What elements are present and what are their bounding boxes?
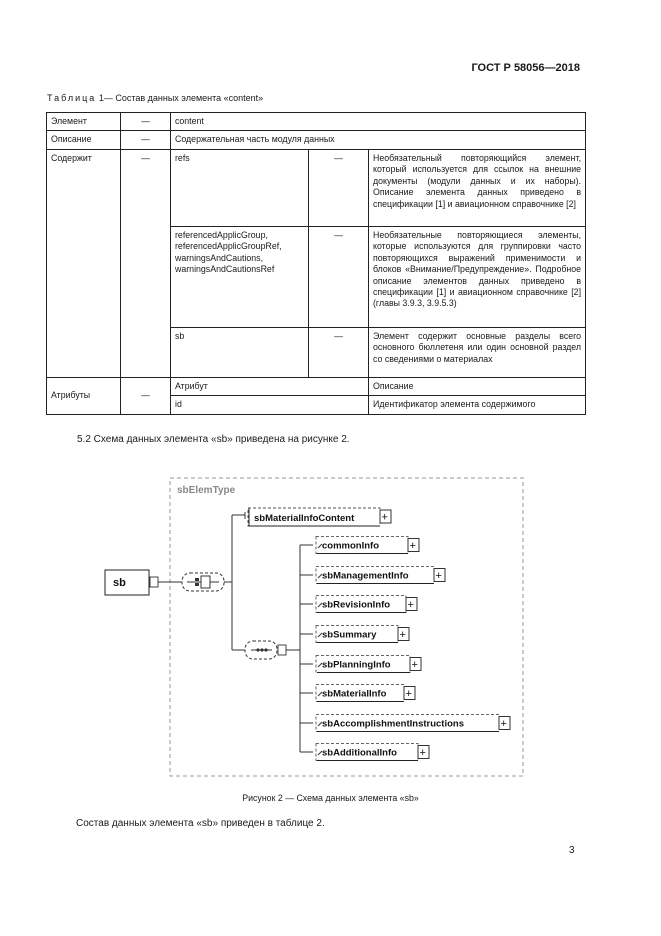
choice-dot [256,648,259,651]
table-caption-prefix: Таблица [47,93,97,103]
collapse-icon [150,577,158,587]
dash-cell: — [309,327,369,377]
expand-glyph: + [407,599,414,611]
element-label: sbPlanningInfo [322,659,391,671]
child-element-description: Элемент содержит основные разделы всего основного бюллетеня или один основной раздел со сведениями о материалах [369,327,586,377]
element-label: commonInfo [322,540,379,552]
expand-glyph: + [411,659,418,671]
collapse-icon [278,645,286,655]
row-label: Элемент [47,113,121,131]
child-element-description: Необязательные повторяющиеся элементы, которые используются для группировки часто повторяющихся выражений применимости и блоков «Внимание/Предупреждение». Подробное описание элементов данных приведено в спецификации [1] и авиационном справочнике [2] (главы 3.9.3, 3.9.5.3) [369,226,586,327]
choice-dot [264,648,267,651]
sequence-marker [201,576,210,588]
expand-glyph: + [419,747,426,759]
row-label: Описание [47,131,121,149]
expand-glyph: + [500,718,507,730]
attr-name: id [171,396,369,414]
element-label: sbAccomplishmentInstructions [322,718,464,730]
sequence-dot [195,578,199,581]
expand-glyph: + [381,511,388,524]
section-5-2-text: 5.2 Схема данных элемента «sb» приведена на рисунке 2. [77,434,350,445]
row-value: Содержательная часть модуля данных [171,131,586,149]
child-element-list [300,537,510,761]
dash-cell: — [309,149,369,226]
table-caption-title: 1— Состав данных элемента «content» [98,93,264,103]
expand-glyph: + [409,540,416,552]
row-value: content [171,113,586,131]
element-label: sbSummary [322,629,377,641]
element-label: sbMaterialInfoContent [254,513,355,524]
expand-glyph: + [399,629,406,641]
table2-reference-text: Состав данных элемента «sb» приведен в таблице 2. [76,818,325,829]
element-label: sbMaterialInfo [322,688,387,700]
root-element-label: sb [113,577,126,589]
dash-cell: — [121,377,171,414]
standard-number: ГОСТ Р 58056—2018 [471,62,580,74]
child-element-name: refs [171,149,309,226]
dash-cell: — [309,226,369,327]
element-label: sbManagementInfo [322,570,409,582]
sequence-dot [195,583,199,586]
attr-desc-header: Описание [369,377,586,395]
element-label: sbAdditionalInfo [322,747,397,759]
root-element-box [105,570,149,595]
child-element-description: Необязательный повторяющийся элемент, который используется для ссылок на внешние документы (модули данных и их наборы). Описание элемента данных приведено в спецификации [1] и авиационном справочнике [2] [369,149,586,226]
dash-cell: — [121,149,171,377]
attr-header: Атрибут [171,377,369,395]
choice-dot [260,648,263,651]
child-element-name: referencedApplicGroup, referencedApplicGroupRef, warningsAndCautions, warningsAndCautionsRef [171,226,309,327]
dash-cell: — [121,131,171,149]
dash-cell: — [121,113,171,131]
row-label: Атрибуты [47,377,121,414]
row-label: Содержит [47,149,121,377]
expand-glyph: + [435,570,442,582]
figure-caption: Рисунок 2 — Схема данных элемента «sb» [242,793,419,803]
type-name-label: sbElemType [177,485,236,496]
child-element-name: sb [171,327,309,377]
expand-glyph: + [405,688,412,700]
page-number: 3 [569,845,575,856]
attr-description: Идентификатор элемента содержимого [369,396,586,414]
element-label: sbRevisionInfo [322,599,391,611]
